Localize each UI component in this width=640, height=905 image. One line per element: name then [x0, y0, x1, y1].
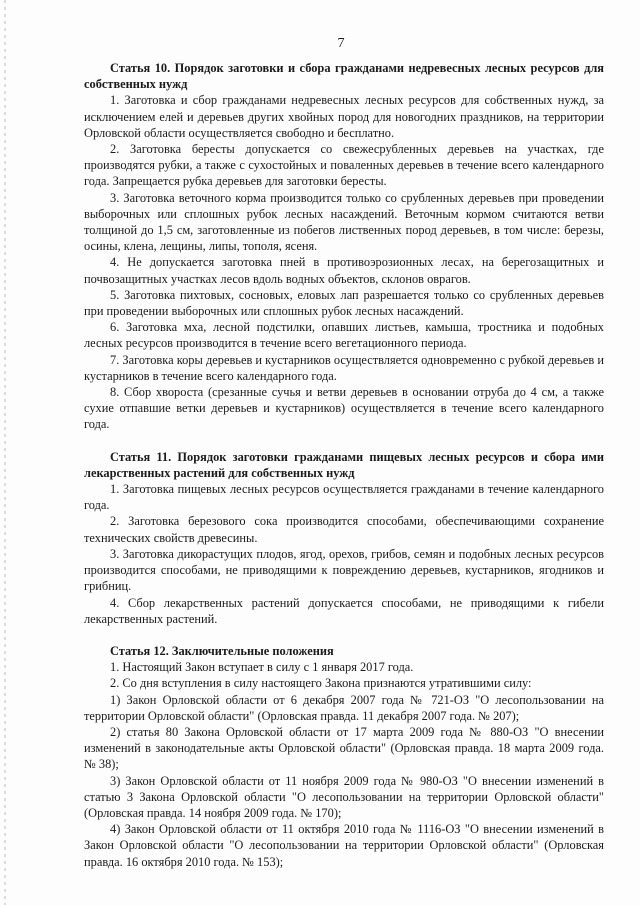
article-10-paragraph: 5. Заготовка пихтовых, сосновых, еловых лап разрешается только со срубленных деревьев при проведении выборочных или сплошных рубок лесных насаждений.	[84, 287, 604, 319]
article-12-list-item: 1) Закон Орловской области от 6 декабря 2007 года № 721-ОЗ "О лесопользовании на территории Орловской области" (Орловская правда. 11 декабря 2007 года. № 207);	[84, 692, 604, 723]
article-11-paragraph: 4. Сбор лекарственных растений допускается способами, не приводящими к гибели лекарственных растений.	[84, 595, 604, 626]
page-number: 7	[337, 36, 345, 51]
article-12-paragraph: 2. Со дня вступления в силу настоящего Закона признаются утратившими силу:	[110, 676, 532, 691]
article-10	[84, 60, 604, 433]
article-12	[84, 643, 604, 870]
article-11-heading: Статья 11. Порядок заготовки гражданами пищевых лесных ресурсов и сбора ими лекарственных растений для собственных нужд	[84, 449, 604, 480]
scan-edge-artifact	[4, 0, 6, 905]
article-12-paragraph: 1. Настоящий Закон вступает в силу с 1 января 2017 года.	[110, 660, 414, 675]
article-10-paragraph: 3. Заготовка веточного корма производится только со срубленных деревьев при проведении выборочных или сплошных рубок лесных насаждений. Веточным кормом считаются ветви толщиной до 1,5 см, заготовленные из побегов лиственных пород деревьев, в том числе: березы, осины, клена, лещины, липы, тополя, ясеня.	[84, 190, 604, 254]
article-10-paragraph: 4. Не допускается заготовка пней в противоэрозионных лесах, на берегозащитных и почвозащитных участках лесов вдоль водных объектов, склонов оврагов.	[84, 255, 604, 286]
article-12-list-item: 2) статья 80 Закона Орловской области от 17 марта 2009 года № 880-ОЗ "О внесении изменений в законодательные акты Орловской области" (Орловская правда. 18 марта 2009 года. № 38);	[84, 724, 604, 772]
document-body	[84, 60, 604, 870]
article-11-paragraph: 2. Заготовка березового сока производится способами, обеспечивающими сохранение технических свойств древесины.	[84, 514, 604, 545]
article-11-paragraph: 3. Заготовка дикорастущих плодов, ягод, орехов, грибов, семян и подобных лесных ресурсов производится способами, не приводящими к повреждению деревьев, кустарников, ягодников и грибниц.	[84, 546, 604, 594]
article-12-list-item: 3) Закон Орловской области от 11 ноября 2009 года № 980-ОЗ "О внесении изменений в статью 3 Закона Орловской области "О лесопользовании на территории Орловской области" (Орловская правда. 14 ноября 2009 года. № 170);	[84, 773, 604, 820]
article-10-paragraph: 7. Заготовка коры деревьев и кустарников осуществляется одновременно с рубкой деревьев и кустарников в течение всего календарного года.	[84, 352, 604, 383]
article-12-list-item: 4) Закон Орловской области от 11 октября 2010 года № 1116-ОЗ "О внесении изменений в Закон Орловской области "О лесопользовании на территории Орловской области" (Орловская правда. 16 октября 2010 года. № 153);	[84, 822, 604, 869]
article-12-heading: Статья 12. Заключительные положения	[110, 643, 334, 658]
article-10-paragraph: 2. Заготовка бересты допускается со свежесрубленных деревьев на участках, где производятся рубки, а также с сухостойных и поваленных деревьев в течение всего календарного года. Запрещается рубка деревьев для заготовки бересты.	[84, 142, 604, 189]
article-10-paragraph: 8. Сбор хвороста (срезанные сучья и ветви деревьев в основании отруба до 4 см, а также сухие отпавшие ветки деревьев и кустарников) осуществляется в течение всего календарного года.	[84, 385, 604, 432]
article-10-heading: Статья 10. Порядок заготовки и сбора гражданами недревесных лесных ресурсов для собственных нужд	[84, 61, 604, 92]
article-10-paragraph: 1. Заготовка и сбор гражданами недревесных лесных ресурсов для собственных нужд, за исключением елей и деревьев других хвойных пород для новогодних праздников, на территории Орловской области осуществляется свободно и бесплатно.	[84, 93, 604, 140]
article-10-paragraph: 6. Заготовка мха, лесной подстилки, опавших листьев, камыша, тростника и подобных лесных ресурсов производится в течение всего вегетационного периода.	[84, 320, 604, 351]
article-11-paragraph: 1. Заготовка пищевых лесных ресурсов осуществляется гражданами в течение календарного года.	[84, 482, 604, 513]
article-11	[84, 449, 604, 627]
